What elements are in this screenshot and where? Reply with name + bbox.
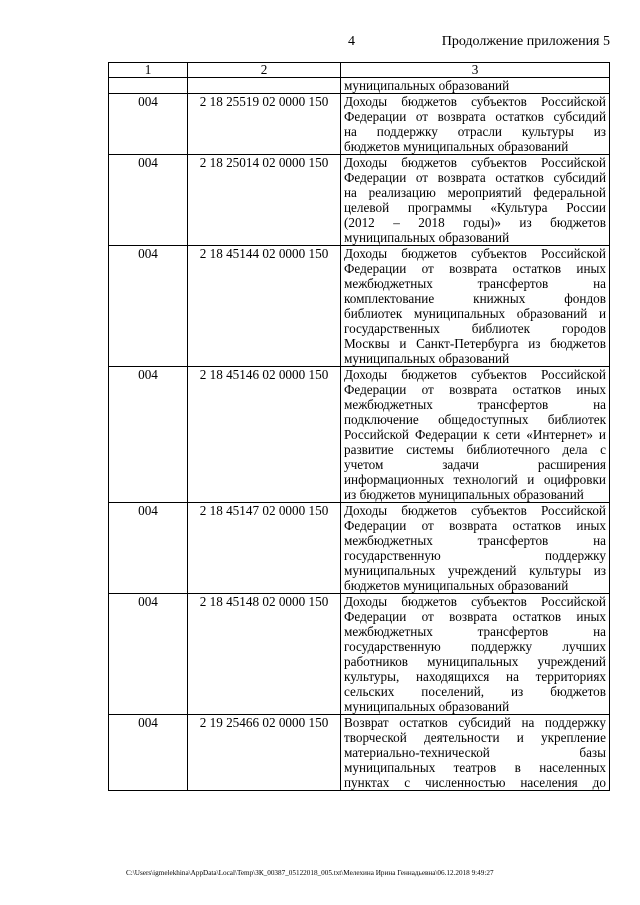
description-line: государственную поддержку лучших (344, 639, 606, 654)
income-description-cell (341, 367, 610, 503)
income-description-cell (341, 94, 610, 155)
description-line: государственную поддержку (344, 548, 606, 563)
description-line: межбюджетных трансфертов на (344, 624, 606, 639)
description-line: (2012 – 2018 годы)» из бюджетов (344, 215, 606, 230)
description-line: Российской Федерации к сети «Интернет» и (344, 427, 606, 442)
income-description-cell (341, 594, 610, 715)
income-description-cell (341, 715, 610, 791)
admin-code-cell: 004 (109, 94, 188, 155)
description-line: муниципальных образований (344, 699, 510, 714)
description-line: целевой программы «Культура России (344, 200, 606, 215)
footer-file-path: C:\Users\igmelekhina\AppData\Local\Temp\ЗК_00387_05122018_005.txt\Мелехина Ирина Геннадьевна\06.12.2018 9:49:27 (126, 869, 494, 877)
description-line: Москвы и Санкт-Петербурга из бюджетов (344, 336, 606, 351)
description-line: Доходы бюджетов субъектов Российской (344, 155, 606, 170)
table-row (109, 503, 610, 594)
description-line: подключение общедоступных библиотек (344, 412, 606, 427)
carryover-row (109, 78, 610, 94)
description-line: Доходы бюджетов субъектов Российской (344, 503, 606, 518)
description-line: Федерации от возврата остатков субсидий (344, 109, 606, 124)
description-line: межбюджетных трансфертов на (344, 276, 606, 291)
description-line: сельских поселений, из бюджетов (344, 684, 606, 699)
description-line: межбюджетных трансфертов на (344, 397, 606, 412)
description-line: Доходы бюджетов субъектов Российской (344, 246, 606, 261)
description-line: муниципальных учреждений культуры из (344, 563, 606, 578)
description-line: муниципальных образований (344, 230, 510, 245)
budget-classification-code-cell: 2 18 45146 02 0000 150 (188, 367, 341, 503)
description-line: пунктах с численностью населения до (344, 775, 606, 790)
budget-classification-code-cell: 2 19 25466 02 0000 150 (188, 715, 341, 791)
description-line: Доходы бюджетов субъектов Российской (344, 367, 606, 382)
income-description-cell (341, 503, 610, 594)
page-number: 4 (348, 34, 355, 49)
description-line: комплектование книжных фондов (344, 291, 606, 306)
description-line: Федерации от возврата остатков иных (344, 609, 606, 624)
admin-code-cell: 004 (109, 367, 188, 503)
column-header-3: 3 (341, 63, 610, 78)
table-row (109, 155, 610, 246)
description-line: бюджетов муниципальных образований (344, 578, 569, 593)
continuation-label: Продолжение приложения 5 (441, 34, 610, 49)
column-header-2: 2 (188, 63, 341, 78)
description-line: Возврат остатков субсидий на поддержку (344, 715, 606, 730)
budget-classification-code-cell: 2 18 45147 02 0000 150 (188, 503, 341, 594)
table-row (109, 246, 610, 367)
admin-code-cell: 004 (109, 715, 188, 791)
income-description-cell (341, 246, 610, 367)
table-header-row (109, 63, 610, 78)
carryover-description-cell (341, 78, 610, 94)
column-header-1: 1 (109, 63, 188, 78)
description-line: материально-технической базы (344, 745, 606, 760)
description-line: муниципальных образований (344, 78, 510, 93)
carryover-code-cell (188, 78, 341, 94)
carryover-admin-cell (109, 78, 188, 94)
description-line: на реализацию мероприятий федеральной (344, 185, 606, 200)
description-line: Федерации от возврата остатков иных (344, 382, 606, 397)
description-line: Федерации от возврата остатков иных (344, 261, 606, 276)
description-line: культуры, находящихся на территориях (344, 669, 606, 684)
income-codes-table (108, 62, 610, 791)
budget-classification-code-cell: 2 18 25519 02 0000 150 (188, 94, 341, 155)
table-row (109, 367, 610, 503)
table-row (109, 94, 610, 155)
description-line: информационных технологий и оцифровки (344, 472, 606, 487)
description-line: межбюджетных трансфертов на (344, 533, 606, 548)
description-line: государственных библиотек городов (344, 321, 606, 336)
table-body (109, 78, 610, 791)
description-line: муниципальных образований (344, 351, 510, 366)
table-row (109, 594, 610, 715)
description-line: Федерации от возврата остатков иных (344, 518, 606, 533)
description-line: из бюджетов муниципальных образований (344, 487, 584, 502)
income-description-cell (341, 155, 610, 246)
budget-classification-code-cell: 2 18 25014 02 0000 150 (188, 155, 341, 246)
description-line: муниципальных театров в населенных (344, 760, 606, 775)
budget-classification-code-cell: 2 18 45144 02 0000 150 (188, 246, 341, 367)
description-line: Федерации от возврата остатков субсидий (344, 170, 606, 185)
description-line: учетом задачи расширения (344, 457, 606, 472)
admin-code-cell: 004 (109, 503, 188, 594)
admin-code-cell: 004 (109, 155, 188, 246)
admin-code-cell: 004 (109, 246, 188, 367)
description-line: бюджетов муниципальных образований (344, 139, 569, 154)
description-line: работников муниципальных учреждений (344, 654, 606, 669)
description-line: Доходы бюджетов субъектов Российской (344, 94, 606, 109)
table-row (109, 715, 610, 791)
budget-classification-code-cell: 2 18 45148 02 0000 150 (188, 594, 341, 715)
description-line: библиотек муниципальных образований и (344, 306, 606, 321)
description-line: творческой деятельности и укрепление (344, 730, 606, 745)
description-line: на поддержку отрасли культуры из (344, 124, 606, 139)
description-line: развитие системы библиотечного дела с (344, 442, 606, 457)
admin-code-cell: 004 (109, 594, 188, 715)
description-line: Доходы бюджетов субъектов Российской (344, 594, 606, 609)
